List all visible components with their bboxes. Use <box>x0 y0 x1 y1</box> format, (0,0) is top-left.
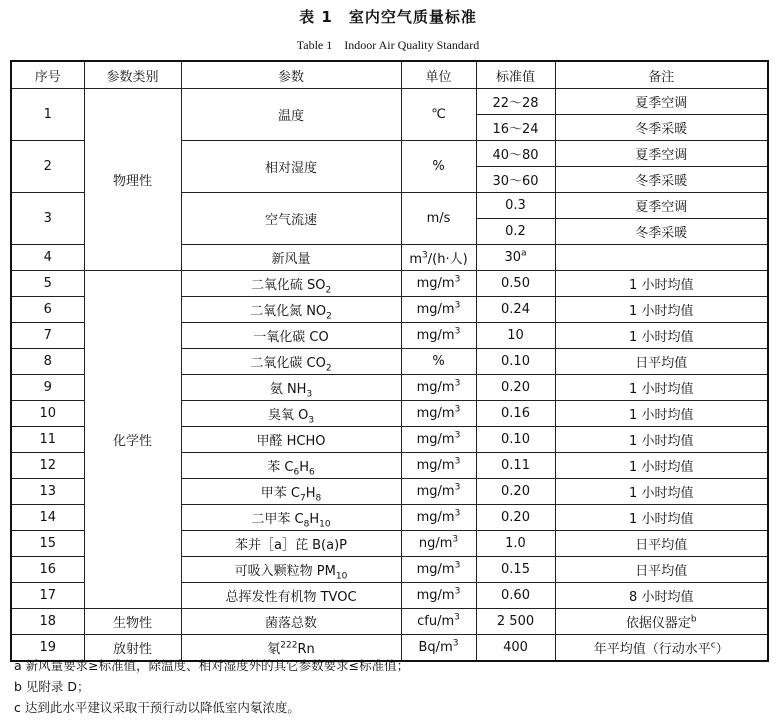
category-cell-physical: 物理性 <box>84 89 181 271</box>
param-cell <box>181 505 401 531</box>
row-number: 5 <box>11 271 84 297</box>
note-text: 年平均值（行动水平$^c$） <box>593 640 729 657</box>
unit-text: $mg/m^3$ <box>416 378 461 395</box>
param-text: 二甲苯 $C_8H_{10}$ <box>251 512 331 530</box>
row-number: 9 <box>11 375 84 401</box>
param-cell: 菌落总数 <box>181 609 401 635</box>
row-number: 16 <box>11 557 84 583</box>
note-cell: 日平均值 <box>555 349 768 375</box>
note-cell: 1 小时均值 <box>555 323 768 349</box>
value-cell: 2 500 <box>476 609 555 635</box>
param-text: 苯 $C_6H_6$ <box>267 460 315 478</box>
unit-cell <box>401 609 476 635</box>
category-cell-chemical: 化学性 <box>84 271 181 609</box>
note-cell <box>555 245 768 271</box>
row-number: 10 <box>11 401 84 427</box>
note-cell: 冬季采暖 <box>555 115 768 141</box>
row-number: 17 <box>11 583 84 609</box>
note-cell: 1 小时均值 <box>555 427 768 453</box>
value-cell: 0.60 <box>476 583 555 609</box>
unit-text: $mg/m^3$ <box>416 508 461 525</box>
value-cell <box>476 245 555 271</box>
unit-cell: % <box>401 349 476 375</box>
row-number: 6 <box>11 297 84 323</box>
param-text: 氡$^{222}$Rn <box>267 640 315 657</box>
unit-cell <box>401 583 476 609</box>
param-cell: 相对湿度 <box>181 141 401 193</box>
unit-cell <box>401 479 476 505</box>
unit-text: $mg/m^3$ <box>416 586 461 603</box>
param-cell <box>181 401 401 427</box>
table-title-en: Table 1 Indoor Air Quality Standard <box>296 38 480 52</box>
unit-cell <box>401 271 476 297</box>
row-number: 7 <box>11 323 84 349</box>
value-cell: 0.10 <box>476 349 555 375</box>
value-cell: 0.20 <box>476 479 555 505</box>
param-text: 臭氧 $O_3$ <box>267 408 315 426</box>
unit-text: $Bq/m^3$ <box>418 638 459 655</box>
param-cell: 总挥发性有机物 TVOC <box>181 583 401 609</box>
value-cell: 0.24 <box>476 297 555 323</box>
row-number: 12 <box>11 453 84 479</box>
row-number: 13 <box>11 479 84 505</box>
footnote-a: a 新风量要求≥标准值，除温度、相对湿度外的其它参数要求≤标准值； <box>14 658 410 673</box>
param-cell: 苯并［a］芘 B(a)P <box>181 531 401 557</box>
unit-cell: % <box>401 141 476 193</box>
unit-cell: ℃ <box>401 89 476 141</box>
category-cell-radioactive: 放射性 <box>84 635 181 662</box>
header-cell: 单位 <box>401 61 476 89</box>
unit-text: $m^3/(h\cdot$人) <box>409 250 468 267</box>
unit-cell: m/s <box>401 193 476 245</box>
unit-text: $mg/m^3$ <box>416 560 461 577</box>
value-cell: 400 <box>476 635 555 662</box>
value-cell: 40～80 <box>476 141 555 167</box>
unit-text: $mg/m^3$ <box>416 456 461 473</box>
note-cell: 1 小时均值 <box>555 479 768 505</box>
header-cell: 备注 <box>555 61 768 89</box>
param-cell <box>181 375 401 401</box>
unit-text: $mg/m^3$ <box>416 326 461 343</box>
note-cell: 1 小时均值 <box>555 401 768 427</box>
param-cell: 空气流速 <box>181 193 401 245</box>
note-cell: 夏季空调 <box>555 141 768 167</box>
header-cell: 标准值 <box>476 61 555 89</box>
value-cell: 30～60 <box>476 167 555 193</box>
unit-text: cfu/$m^3$ <box>417 612 460 629</box>
row-number: 11 <box>11 427 84 453</box>
note-text: 依据仪器定$^b$ <box>625 614 697 631</box>
param-text: 甲苯 $C_7H_8$ <box>260 486 322 504</box>
value-cell: 0.20 <box>476 505 555 531</box>
row-number: 8 <box>11 349 84 375</box>
value-cell: 0.16 <box>476 401 555 427</box>
row-number: 14 <box>11 505 84 531</box>
unit-text: $mg/m^3$ <box>416 482 461 499</box>
unit-cell <box>401 453 476 479</box>
value-cell: 1.0 <box>476 531 555 557</box>
table-row <box>11 609 768 635</box>
table-row <box>11 89 768 115</box>
param-cell <box>181 297 401 323</box>
unit-cell <box>401 557 476 583</box>
note-cell: 1 小时均值 <box>555 375 768 401</box>
header-cell: 参数 <box>181 61 401 89</box>
unit-text: $mg/m^3$ <box>416 430 461 447</box>
param-cell <box>181 271 401 297</box>
header-cell: 参数类别 <box>84 61 181 89</box>
param-cell: 新风量 <box>181 245 401 271</box>
row-number: 15 <box>11 531 84 557</box>
air-quality-table <box>10 60 769 662</box>
unit-cell <box>401 297 476 323</box>
note-cell: 冬季采暖 <box>555 219 768 245</box>
note-cell: 1 小时均值 <box>555 297 768 323</box>
unit-cell <box>401 427 476 453</box>
value-cell: 0.3 <box>476 193 555 219</box>
param-cell <box>181 349 401 375</box>
table-row <box>11 271 768 297</box>
param-cell <box>181 323 401 349</box>
table-header-row <box>11 61 768 89</box>
table-title-cn: 表 1 室内空气质量标准 <box>299 8 477 26</box>
row-number: 18 <box>11 609 84 635</box>
param-cell: 温度 <box>181 89 401 141</box>
value-cell: 0.2 <box>476 219 555 245</box>
footnote-c: c 达到此水平建议采取干预行动以降低室内氡浓度。 <box>14 700 300 715</box>
unit-cell <box>401 531 476 557</box>
category-cell-biological: 生物性 <box>84 609 181 635</box>
param-text: 一氧化碳 CO <box>253 330 329 345</box>
value-cell: 0.10 <box>476 427 555 453</box>
unit-text: $mg/m^3$ <box>416 274 461 291</box>
value-cell: 0.11 <box>476 453 555 479</box>
value-cell: 0.15 <box>476 557 555 583</box>
footnote-b: b 见附录 D； <box>14 679 90 694</box>
unit-cell <box>401 323 476 349</box>
param-cell <box>181 479 401 505</box>
param-text: 可吸入颗粒物 $PM_{10}$ <box>234 564 348 582</box>
param-cell: 甲醛 HCHO <box>181 427 401 453</box>
param-text: 二氧化氮 $NO_2$ <box>250 304 332 322</box>
unit-text: $mg/m^3$ <box>416 404 461 421</box>
value-text: 30$^a$ <box>504 248 527 265</box>
row-number: 1 <box>11 89 84 141</box>
note-cell: 冬季采暖 <box>555 167 768 193</box>
unit-text: $ng/m^3$ <box>418 534 459 551</box>
note-cell: 夏季空调 <box>555 89 768 115</box>
unit-cell <box>401 375 476 401</box>
param-cell <box>181 453 401 479</box>
param-text: 二氧化硫 $SO_2$ <box>250 278 332 296</box>
row-number: 19 <box>11 635 84 662</box>
unit-cell <box>401 505 476 531</box>
param-text: 氨 $NH_3$ <box>269 382 313 400</box>
value-cell: 0.20 <box>476 375 555 401</box>
value-cell: 16～24 <box>476 115 555 141</box>
note-cell: 8 小时均值 <box>555 583 768 609</box>
value-cell: 10 <box>476 323 555 349</box>
value-cell: 0.50 <box>476 271 555 297</box>
value-cell: 22～28 <box>476 89 555 115</box>
note-cell: 1 小时均值 <box>555 453 768 479</box>
param-text: 二氧化碳 $CO_2$ <box>250 356 332 374</box>
row-number: 2 <box>11 141 84 193</box>
header-cell: 序号 <box>11 61 84 89</box>
unit-cell <box>401 245 476 271</box>
param-cell <box>181 557 401 583</box>
note-cell: 1 小时均值 <box>555 505 768 531</box>
unit-text: $mg/m^3$ <box>416 300 461 317</box>
note-cell: 1 小时均值 <box>555 271 768 297</box>
note-cell: 日平均值 <box>555 557 768 583</box>
note-cell: 日平均值 <box>555 531 768 557</box>
unit-cell <box>401 401 476 427</box>
row-number: 3 <box>11 193 84 245</box>
row-number: 4 <box>11 245 84 271</box>
footnotes <box>14 655 766 718</box>
note-cell <box>555 609 768 635</box>
note-cell: 夏季空调 <box>555 193 768 219</box>
